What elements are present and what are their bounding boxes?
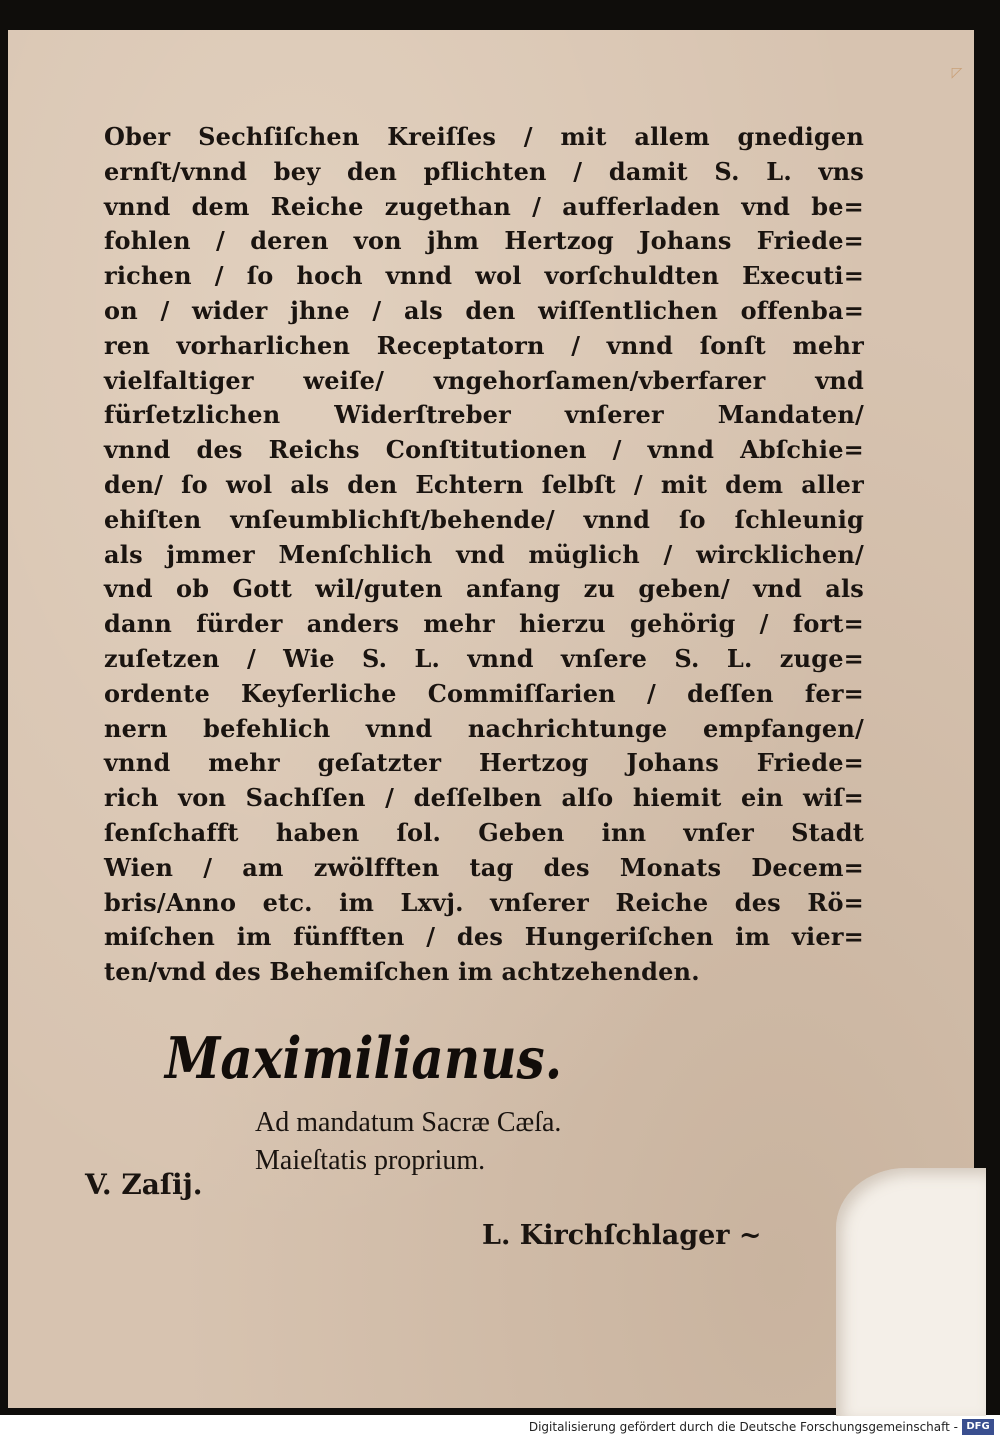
- text-line: Wien / am zwölfften tag des Monats Decem=: [104, 852, 864, 882]
- text-line: fürſetzlichen Widerſtreber vnſerer Mandaten/: [104, 400, 864, 430]
- footer-bar: [0, 1418, 1000, 1437]
- text-line: ordente Keyſerliche Commiſſarien / deſſen fer=: [104, 678, 864, 708]
- mandate-line: Ad mandatum Sacræ Cæſa.: [255, 1107, 562, 1138]
- dfg-logo-icon[interactable]: DFG: [962, 1419, 994, 1435]
- text-line: fohlen / deren von jhm Hertzog Johans Friede=: [104, 226, 864, 256]
- main-text-block: [104, 120, 864, 990]
- text-line: ehiſten vnſeumblichſt/behende/ vnnd ſo ſchleunig: [104, 504, 864, 534]
- corner-fold-icon: ◸: [951, 65, 963, 81]
- text-line: rich von Sachſſen / deſſelben alſo hiemit ein wiſ=: [104, 783, 864, 813]
- secretary-signature: V. Zaſij.: [85, 1168, 203, 1201]
- mandate-line: Maieſtatis proprium.: [255, 1145, 486, 1176]
- mandate-note: [255, 1104, 695, 1180]
- text-line: dann fürder anders mehr hierzu gehörig / fort=: [104, 609, 864, 639]
- text-line: vnnd mehr geſatzter Hertzog Johans Friede=: [104, 748, 864, 778]
- emperor-signature: Maximilianus.: [165, 1023, 563, 1092]
- torn-page-corner: [836, 1168, 986, 1416]
- text-line: Ober Sechſiſchen Kreiſſes / mit allem gnedigen: [104, 122, 864, 151]
- text-line: ernſt/vnnd bey den pflichten / damit S. L. vns: [104, 156, 864, 186]
- scribe-signature: L. Kirchſchlager ~: [482, 1220, 762, 1251]
- text-line: vielfaltiger weiſe/ vngehorſamen/vberfarer vnd: [104, 365, 864, 395]
- text-line: bris/Anno etc. im Lxvj. vnſerer Reiche des Rö=: [104, 887, 864, 917]
- text-line: ſenſchafft haben ſol. Geben inn vnſer Stadt: [104, 817, 864, 847]
- text-line: vnd ob Gott wil/guten anfang zu geben/ vnd als: [104, 574, 864, 604]
- text-line: den/ ſo wol als den Echtern ſelbſt / mit dem aller: [104, 469, 864, 499]
- text-line: on / wider jhne / als den wiſſentlichen offenba=: [104, 295, 864, 325]
- text-line: als jmmer Menſchlich vnd müglich / wircklichen/: [104, 539, 864, 569]
- funding-credit: Digitalisierung gefördert durch die Deutsche Forschungsgemeinschaft -: [528, 1420, 958, 1434]
- text-line: nern befehlich vnnd nachrichtunge empfangen/: [104, 713, 864, 743]
- text-line: ren vorharlichen Receptatorn / vnnd ſonſt mehr: [104, 330, 864, 360]
- text-line: vnnd dem Reiche zugethan / aufferladen vnd be=: [104, 191, 864, 221]
- text-line: ten/vnd des Behemiſchen im achtzehenden.: [104, 957, 700, 987]
- text-line: miſchen im fünfften / des Hungeriſchen im vier=: [104, 922, 864, 952]
- text-line: zuſetzen / Wie S. L. vnnd vnſere S. L. zuge=: [104, 643, 864, 673]
- text-line: vnnd des Reichs Conſtitutionen / vnnd Abſchie=: [104, 435, 864, 465]
- text-line: richen / ſo hoch vnnd wol vorſchuldten Executi=: [104, 261, 864, 291]
